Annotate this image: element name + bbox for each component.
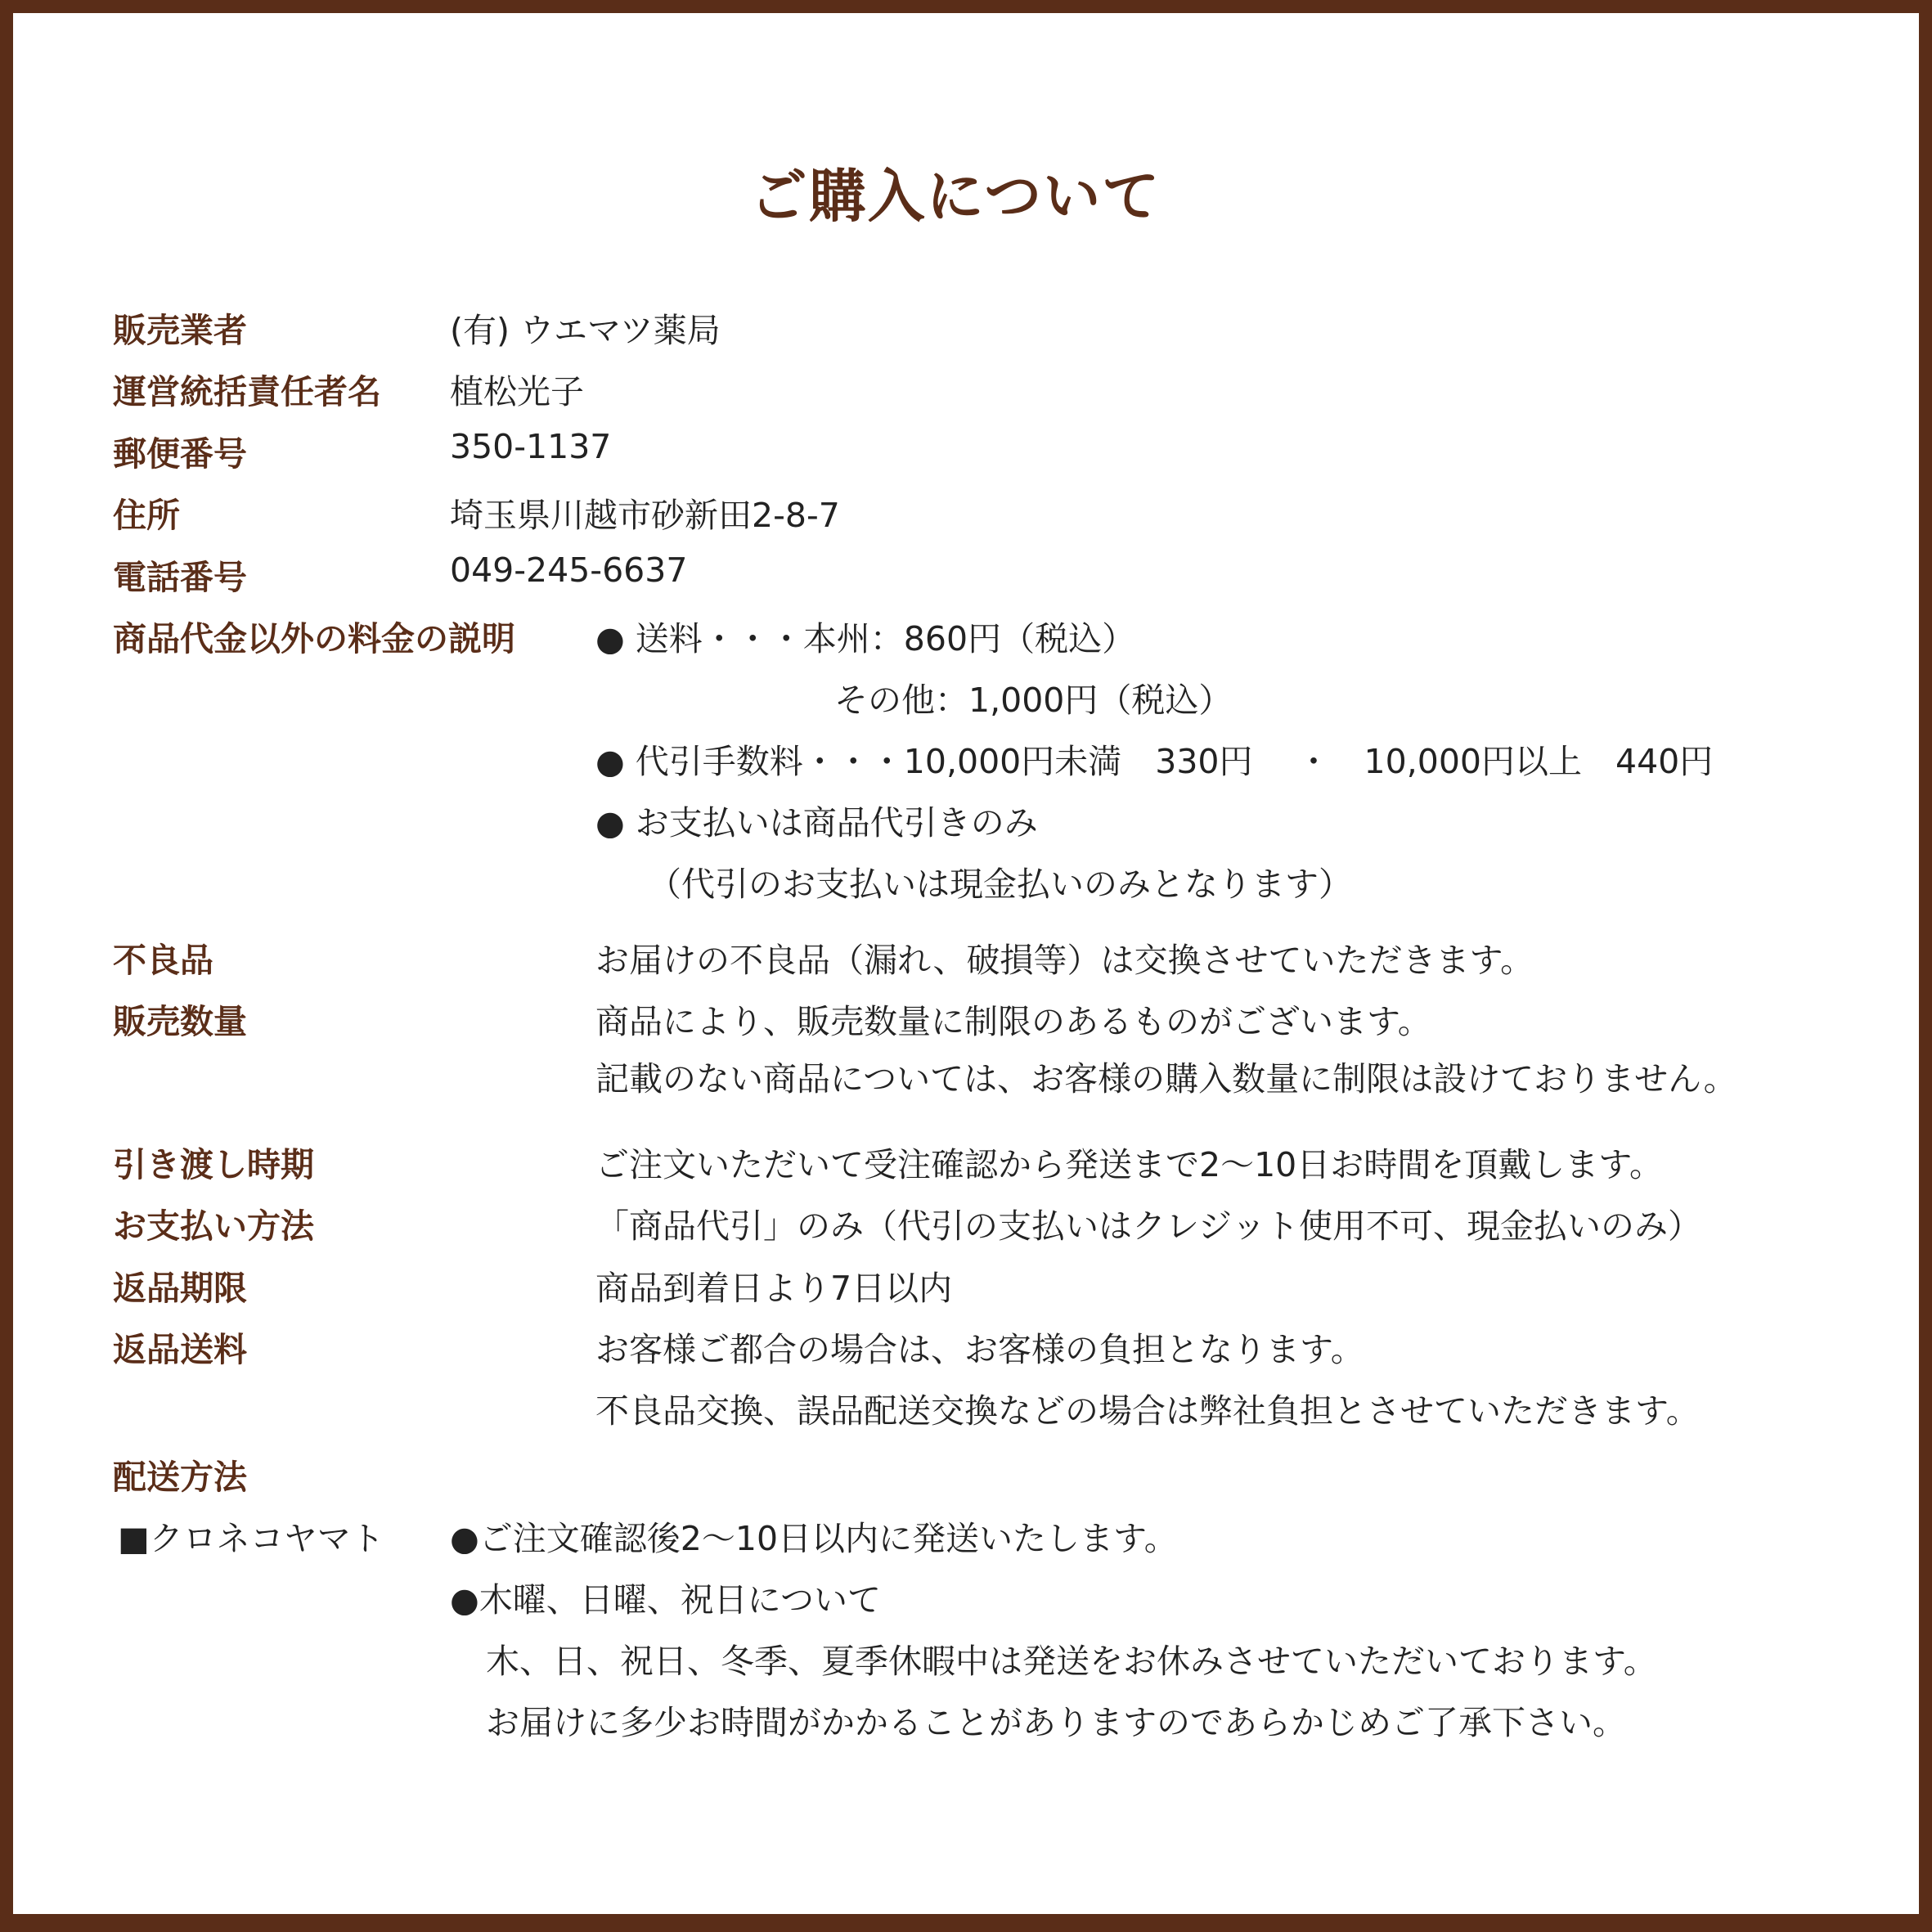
shipping-line-1: ●ご注文確認後2〜10日以内に発送いたします。 <box>450 1519 1178 1558</box>
document-page <box>13 13 1919 1914</box>
shipping-line-2: ●木曜、日曜、祝日について <box>450 1580 881 1620</box>
return-period-value: 商品到着日より7日以内 <box>595 1269 953 1308</box>
return-shipping-line-2: 不良品交換、誤品配送交換などの場合は弊社負担とさせていただきます。 <box>595 1391 1700 1431</box>
defective-value: お届けの不良品（漏れ、破損等）は交換させていただきます。 <box>595 941 1534 980</box>
postal-value: 350-1137 <box>450 427 612 466</box>
defective-label: 不良品 <box>113 941 213 980</box>
shipping-method-label: 配送方法 <box>113 1458 247 1497</box>
carrier-name: ■クロネコヤマト <box>118 1519 384 1558</box>
shipping-line-4: お届けに多少お時間がかかることがありますのであらかじめご了承下さい。 <box>486 1703 1626 1742</box>
phone-value: 049-245-6637 <box>450 550 688 590</box>
payment-value: 「商品代引」のみ（代引の支払いはクレジット使用不可、現金払いのみ） <box>595 1206 1701 1246</box>
fees-label: 商品代金以外の料金の説明 <box>113 619 515 658</box>
payment-label: お支払い方法 <box>113 1206 314 1246</box>
fees-line-note: （代引のお支払いは現金払いのみとなります） <box>648 865 1352 904</box>
delivery-time-value: ご注文いただいて受注確認から発送まで2〜10日お時間を頂戴します。 <box>595 1145 1663 1184</box>
return-period-label: 返品期限 <box>113 1269 247 1308</box>
postal-label: 郵便番号 <box>113 434 247 474</box>
phone-label: 電話番号 <box>113 558 247 597</box>
fees-line-cod: ● 代引手数料・・・10,000円未満 330円 ・ 10,000円以上 440円 <box>595 742 1714 781</box>
manager-label: 運営統括責任者名 <box>113 372 381 411</box>
fees-line-payment: ● お支払いは商品代引きのみ <box>595 803 1038 842</box>
quantity-line-2: 記載のない商品については、お客様の購入数量に制限は設けておりません。 <box>595 1059 1737 1099</box>
seller-value: (有) ウエマツ薬局 <box>450 311 721 350</box>
quantity-label: 販売数量 <box>113 1002 247 1041</box>
shipping-line-3: 木、日、祝日、冬季、夏季休暇中は発送をお休みさせていただいております。 <box>486 1642 1657 1681</box>
address-value: 埼玉県川越市砂新田2-8-7 <box>450 496 840 535</box>
return-shipping-label: 返品送料 <box>113 1330 247 1369</box>
manager-value: 植松光子 <box>450 372 584 411</box>
return-shipping-line-1: お客様ご都合の場合は、お客様の負担となります。 <box>595 1330 1364 1369</box>
address-label: 住所 <box>113 496 180 535</box>
fees-line-other: その他：1,000円（税込） <box>834 681 1233 720</box>
seller-label: 販売業者 <box>113 311 247 350</box>
quantity-line-1: 商品により、販売数量に制限のあるものがございます。 <box>595 1002 1431 1041</box>
fees-line-shipping: ● 送料・・・本州：860円（税込） <box>595 619 1136 658</box>
page-title: ご購入について <box>749 162 1161 230</box>
delivery-time-label: 引き渡し時期 <box>113 1145 314 1184</box>
